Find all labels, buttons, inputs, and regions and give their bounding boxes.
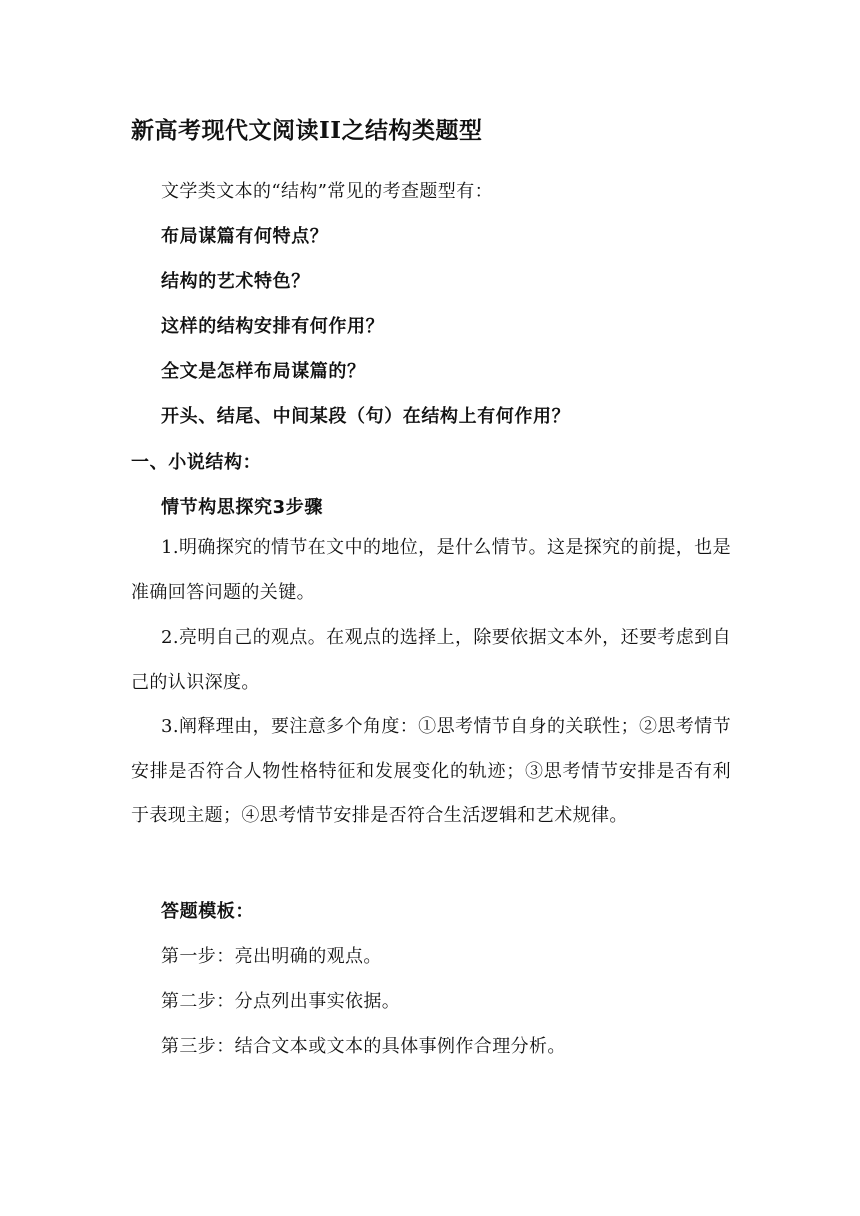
step-paragraph: 3.阐释理由，要注意多个角度：①思考情节自身的关联性；②思考情节安排是否符合人物性格特征和发展变化的轨迹；③思考情节安排是否有利于表现主题；④思考情节安排是否符合生活逻辑和艺术规律。 <box>131 716 731 826</box>
page-title: 新高考现代文阅读II之结构类题型 <box>131 117 483 144</box>
step-paragraph: 1.明确探究的情节在文中的地位，是什么情节。这是探究的前提，也是准确回答问题的关键。 <box>131 537 731 603</box>
question-item: 这样的结构安排有何作用？ <box>161 316 385 337</box>
section-heading: 一、小说结构： <box>131 452 262 473</box>
intro-text: 文学类文本的“结构”常见的考查题型有： <box>161 181 494 202</box>
step-paragraph: 2.亮明自己的观点。在观点的选择上，除要依据文本外，还要考虑到自己的认识深度。 <box>131 627 731 693</box>
question-item: 全文是怎样布局谋篇的？ <box>161 361 366 382</box>
template-step: 第三步：结合文本或文本的具体事例作合理分析。 <box>161 1036 566 1057</box>
question-item: 结构的艺术特色？ <box>161 271 310 292</box>
template-heading: 答题模板： <box>161 901 254 922</box>
steps-heading: 情节构思探究3步骤 <box>161 497 323 518</box>
template-step: 第二步：分点列出事实依据。 <box>161 991 401 1012</box>
template-step: 第一步：亮出明确的观点。 <box>161 946 382 967</box>
question-item: 布局谋篇有何特点？ <box>161 226 329 247</box>
question-item: 开头、结尾、中间某段（句）在结构上有何作用？ <box>161 406 571 427</box>
